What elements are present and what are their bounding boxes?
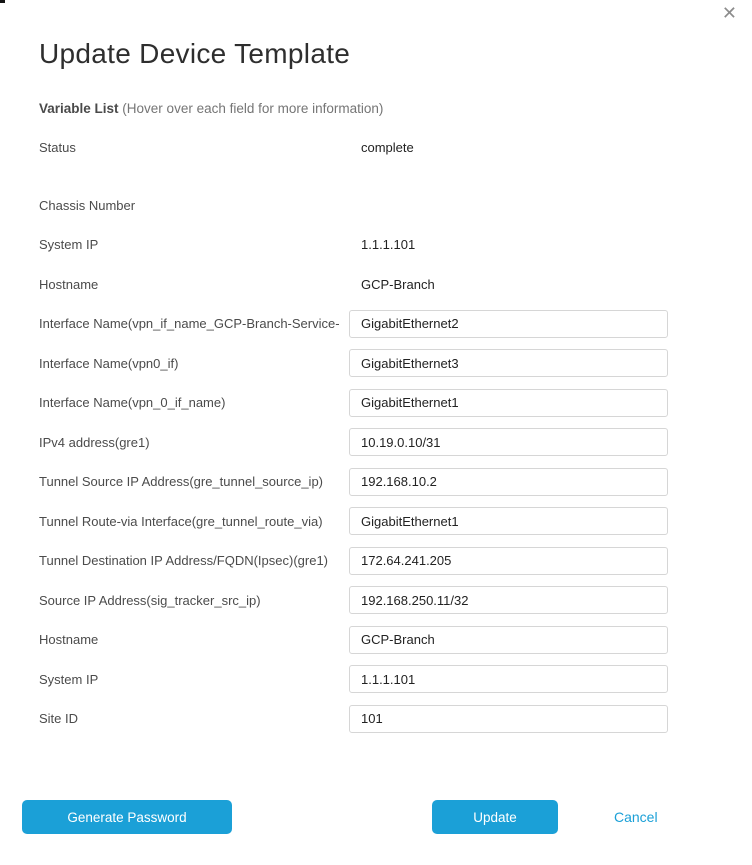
field-static-value: GCP-Branch <box>361 276 435 292</box>
field-label: Interface Name(vpn0_if) <box>39 355 179 371</box>
variable-row <box>39 581 668 621</box>
variable-row <box>39 462 668 502</box>
field-input-12[interactable] <box>349 626 668 654</box>
variable-list-header <box>39 101 383 116</box>
field-label: System IP <box>39 237 99 253</box>
field-label: Status <box>39 140 76 156</box>
variable-row <box>39 541 668 581</box>
variable-list <box>39 128 668 739</box>
field-input-wrap <box>349 586 668 614</box>
variable-row <box>39 620 668 660</box>
variable-row <box>39 128 668 168</box>
variable-row <box>39 383 668 423</box>
field-input-11[interactable] <box>349 586 668 614</box>
variable-list-label: Variable List <box>39 101 119 116</box>
field-input-wrap <box>349 547 668 575</box>
update-button[interactable]: Update <box>432 800 558 834</box>
variable-row <box>39 186 668 226</box>
dialog-footer <box>0 800 752 840</box>
field-input-6[interactable] <box>349 389 668 417</box>
field-input-5[interactable] <box>349 349 668 377</box>
variable-row <box>39 423 668 463</box>
variable-row <box>39 304 668 344</box>
field-static-value: 1.1.1.101 <box>361 237 416 253</box>
variable-row <box>39 344 668 384</box>
variable-row <box>39 225 668 265</box>
generate-password-button[interactable]: Generate Password <box>22 800 232 834</box>
close-icon[interactable]: ✕ <box>721 3 737 23</box>
field-label: Hostname <box>39 632 99 648</box>
field-input-7[interactable] <box>349 428 668 456</box>
field-label: Hostname <box>39 276 99 292</box>
field-input-wrap <box>349 626 668 654</box>
field-label: Tunnel Route-via Interface(gre_tunnel_route_via) <box>39 513 323 529</box>
field-static-value: complete <box>361 140 414 156</box>
field-label: Chassis Number <box>39 197 136 213</box>
variable-row <box>39 502 668 542</box>
field-label: System IP <box>39 671 99 687</box>
field-input-wrap <box>349 310 668 338</box>
field-input-wrap <box>349 705 668 733</box>
variable-row <box>39 660 668 700</box>
field-input-14[interactable] <box>349 705 668 733</box>
field-label: Tunnel Source IP Address(gre_tunnel_source_ip) <box>39 474 324 490</box>
field-label: Interface Name(vpn_0_if_name) <box>39 395 226 411</box>
field-input-9[interactable] <box>349 507 668 535</box>
field-input-wrap <box>349 349 668 377</box>
corner-artifact <box>0 0 5 3</box>
field-input-wrap <box>349 507 668 535</box>
field-input-13[interactable] <box>349 665 668 693</box>
field-input-wrap <box>349 428 668 456</box>
field-label: Tunnel Destination IP Address/FQDN(Ipsec)(gre1) <box>39 553 329 569</box>
variable-list-hint: (Hover over each field for more information) <box>118 101 384 116</box>
field-input-wrap <box>349 468 668 496</box>
field-input-wrap <box>349 665 668 693</box>
dialog-title: Update Device Template <box>39 37 351 69</box>
field-input-wrap <box>349 389 668 417</box>
variable-row <box>39 265 668 305</box>
field-input-10[interactable] <box>349 547 668 575</box>
field-input-8[interactable] <box>349 468 668 496</box>
field-label: IPv4 address(gre1) <box>39 434 150 450</box>
field-label: Interface Name(vpn_if_name_GCP-Branch-Service- <box>39 316 340 332</box>
field-label: Source IP Address(sig_tracker_src_ip) <box>39 592 261 608</box>
cancel-button[interactable]: Cancel <box>614 809 658 825</box>
variable-row <box>39 699 668 739</box>
field-label: Site ID <box>39 711 79 727</box>
field-input-4[interactable] <box>349 310 668 338</box>
